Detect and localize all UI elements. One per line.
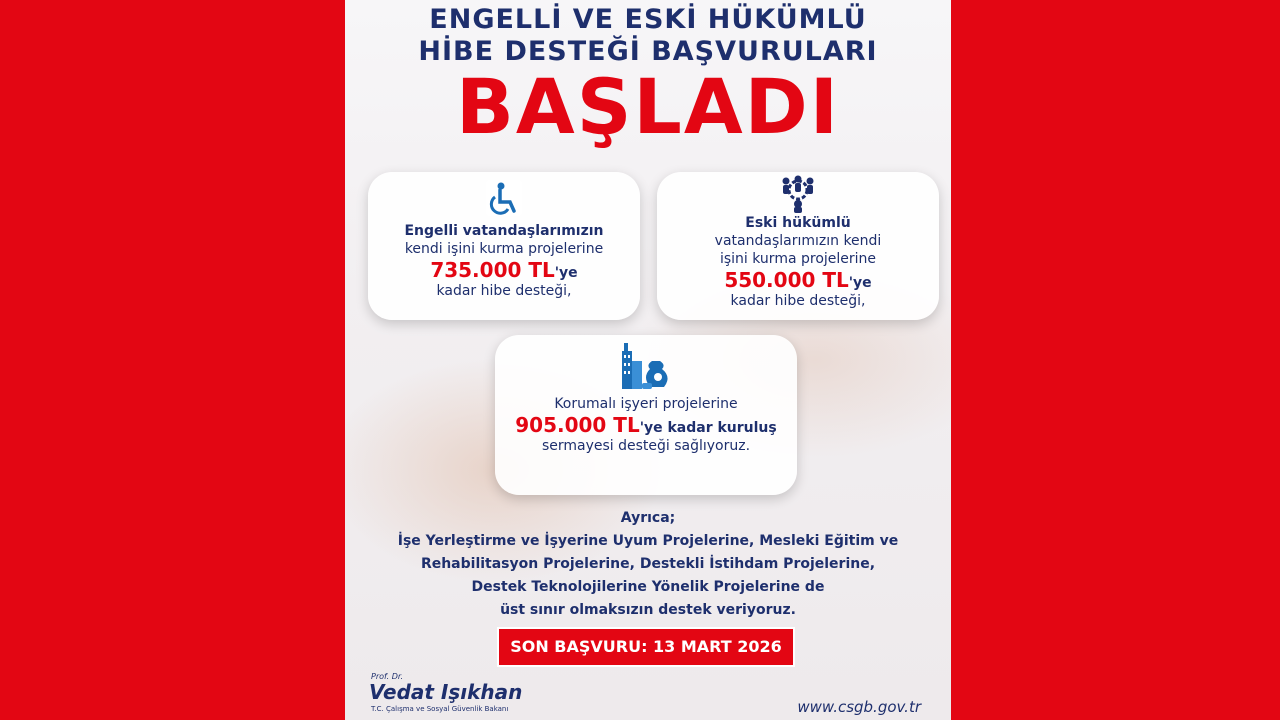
additional-line-3: Destek Teknolojilerine Yönelik Projelerine de xyxy=(471,579,825,595)
announcement-poster xyxy=(345,0,951,720)
card1-line-1: Engelli vatandaşlarımızın xyxy=(404,223,604,239)
card1-amount-suffix: 'ye xyxy=(554,265,578,281)
additional-support-text xyxy=(345,507,951,622)
card-ex-convicts xyxy=(657,172,939,320)
card3-closing: sermayesi desteği sağlıyoruz. xyxy=(541,438,751,454)
additional-line-1: İşe Yerleştirme ve İşyerine Uyum Projelerine, Mesleki Eğitim ve xyxy=(397,533,899,549)
card2-closing: kadar hibe desteği, xyxy=(730,293,866,309)
card3-line-1: Korumalı işyeri projelerine xyxy=(554,396,738,412)
card1-amount-row xyxy=(368,258,640,282)
card2-line-3: işini kurma projelerine xyxy=(719,251,877,267)
card3-amount: 905.000 TL xyxy=(515,413,640,437)
card3-amount-suffix: 'ye kadar kuruluş xyxy=(639,420,777,436)
signature-title: T.C. Çalışma ve Sosyal Güvenlik Bakanı xyxy=(371,705,509,713)
deadline-banner: SON BAŞVURU: 13 MART 2026 xyxy=(497,627,795,667)
wheelchair-icon xyxy=(484,178,524,218)
card-sheltered-workplace xyxy=(495,335,797,495)
headline-line-1: ENGELLİ VE ESKİ HÜKÜMLÜ xyxy=(429,4,867,35)
card2-amount-suffix: 'ye xyxy=(848,275,872,291)
people-group-icon xyxy=(776,174,820,214)
card-disabled-citizens xyxy=(368,172,640,320)
website-url: www.csgb.gov.tr xyxy=(797,698,921,716)
card1-amount: 735.000 TL xyxy=(430,258,555,282)
signature-name: Vedat Işıkhan xyxy=(369,680,523,704)
card1-closing: kadar hibe desteği, xyxy=(436,283,572,299)
card3-amount-row xyxy=(495,413,797,437)
signature-prefix: Prof. Dr. xyxy=(371,672,404,681)
card2-amount-row xyxy=(657,268,939,292)
card2-line-2: vatandaşlarımızın kendi xyxy=(714,233,882,249)
additional-line-4: üst sınır olmaksızın destek veriyoruz. xyxy=(500,602,796,618)
buildings-money-icon xyxy=(618,339,674,393)
additional-heading: Ayrıca; xyxy=(620,510,676,526)
headline-started: BAŞLADI xyxy=(455,62,841,151)
headline-line-2: HİBE DESTEĞİ BAŞVURULARI xyxy=(418,36,878,67)
card1-line-2: kendi işini kurma projelerine xyxy=(404,241,604,257)
card2-line-1: Eski hükümlü xyxy=(745,215,851,231)
additional-line-2: Rehabilitasyon Projelerine, Destekli İstihdam Projelerine, xyxy=(420,556,876,572)
card2-amount: 550.000 TL xyxy=(724,268,849,292)
